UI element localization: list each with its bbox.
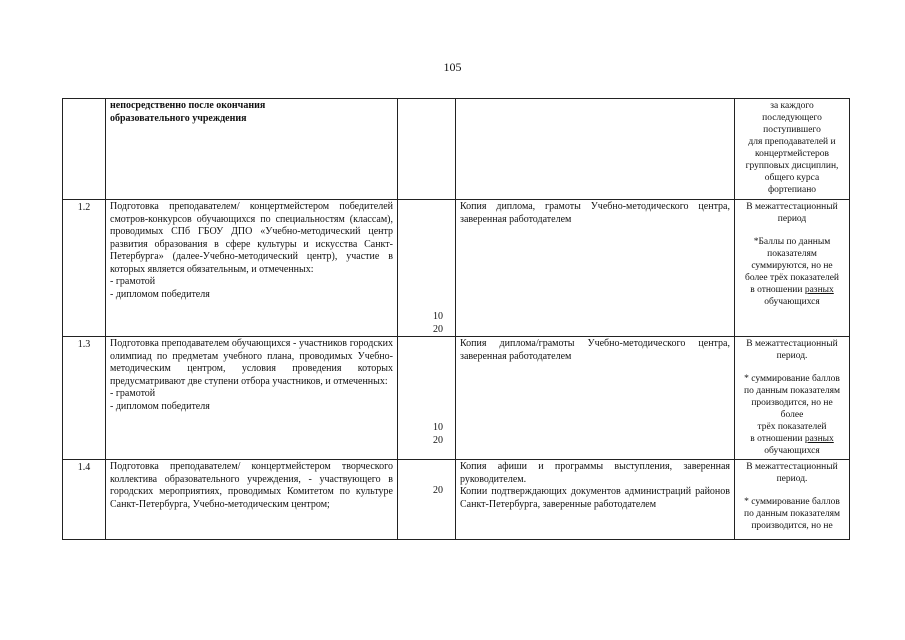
criteria-table [62, 98, 850, 540]
description-text: Подготовка преподавателем обучающихся - участников городских олимпиад по предметам учебного плана, проводимых Учебно-методическим центром, условия проведения которых предусматривают две ступени отбора участников, и отмеченных: [110, 338, 393, 387]
row-note [735, 460, 850, 540]
note-line: групповых дисциплин, [745, 161, 839, 171]
description-line: образовательного учреждения [110, 112, 247, 124]
row-number: 1.4 [63, 460, 106, 540]
note-period: В межаттестационный период [746, 202, 838, 224]
note-text: в отношении [750, 285, 803, 295]
row-number [63, 99, 106, 200]
note-period: В межаттестационный [746, 462, 838, 472]
note-line: поступившего [763, 125, 821, 135]
points-value: 20 [433, 434, 443, 446]
row-note [735, 337, 850, 460]
note-line: производится, но не [751, 521, 833, 531]
row-document [456, 99, 735, 200]
row-points [398, 460, 456, 540]
row-document: Копия диплома/грамоты Учебно-методического центра, заверенная работодателем [456, 337, 735, 460]
note-line: показателям [767, 249, 817, 259]
row-points [398, 99, 456, 200]
points-value: 20 [433, 323, 443, 335]
note-line: обучающихся [764, 446, 820, 456]
row-description: Подготовка преподавателем/ концертмейстером творческого коллектива образовательного учреждения, - участвующего в городских мероприятиях, проводимых Комитетом по культуре Санкт-Петербурга, Учебно-методическим центром; [106, 460, 398, 540]
description-line: непосредственно после окончания [110, 100, 266, 111]
note-line [739, 433, 845, 445]
note-line: для преподавателей и [748, 137, 836, 147]
note-line: по данным показателям [744, 386, 840, 396]
note-line: концертмейстеров [755, 149, 829, 159]
description-text: Подготовка преподавателем/ концертмейстером победителей смотров-конкурсов обучающихся по специальностям (классам), проводимых СПб ГБОУ ДПО «Учебно-методический центр развития образования в сфере культуры и искусства Санкт-Петербурга» (далее-Учебно-методический центр), участие в которых является обязательным, и отмеченных: [110, 201, 393, 275]
points-value: 20 [433, 485, 443, 496]
row-note [735, 200, 850, 337]
points-value: 10 [433, 311, 443, 322]
row-description [106, 99, 398, 200]
row-points [398, 200, 456, 337]
table-row [63, 337, 850, 460]
row-document [456, 460, 735, 540]
note-line: производится, но не [751, 398, 833, 408]
note-line: *Баллы по данным [753, 237, 831, 247]
note-line: более трёх показателей [744, 273, 840, 283]
award-item: - грамотой [110, 388, 156, 399]
note-line: трёх показателей [757, 422, 827, 432]
note-line: последующего [762, 113, 822, 123]
row-description [106, 200, 398, 337]
table-row [63, 200, 850, 337]
row-number: 1.2 [63, 200, 106, 337]
note-line: суммируются, но не [751, 261, 833, 271]
note-line: * суммирование баллов [744, 374, 840, 384]
document-text: Копия афиши и программы выступления, заверенная руководителем. [460, 461, 730, 485]
document-text: Копии подтверждающих документов администраций районов Санкт-Петербурга, заверенные работодателем [460, 486, 730, 510]
award-item: - грамотой [110, 276, 156, 287]
row-number: 1.3 [63, 337, 106, 460]
note-line: более [780, 410, 804, 420]
points-value: 10 [433, 422, 443, 433]
note-period: период. [776, 474, 808, 484]
row-document: Копия диплома, грамоты Учебно-методического центра, заверенная работодателем [456, 200, 735, 337]
table-row [63, 99, 850, 200]
note-line: общего курса [764, 173, 820, 183]
note-line: за каждого [770, 101, 814, 111]
award-item: - дипломом победителя [110, 400, 210, 412]
note-line: * суммирование баллов [744, 497, 840, 507]
row-description [106, 337, 398, 460]
table-row [63, 460, 850, 540]
note-line: обучающихся [764, 297, 820, 307]
note-period: период. [776, 351, 808, 361]
row-note [735, 99, 850, 200]
note-underlined: разных [804, 285, 834, 295]
note-underlined: разных [804, 434, 834, 444]
note-line: фортепиано [767, 185, 817, 195]
note-line [739, 284, 845, 296]
note-text: в отношении [750, 434, 803, 444]
award-item: - дипломом победителя [110, 288, 210, 300]
note-period: В межаттестационный [746, 339, 838, 349]
row-points [398, 337, 456, 460]
page-number: 105 [443, 60, 462, 74]
note-line: по данным показателям [744, 509, 840, 519]
